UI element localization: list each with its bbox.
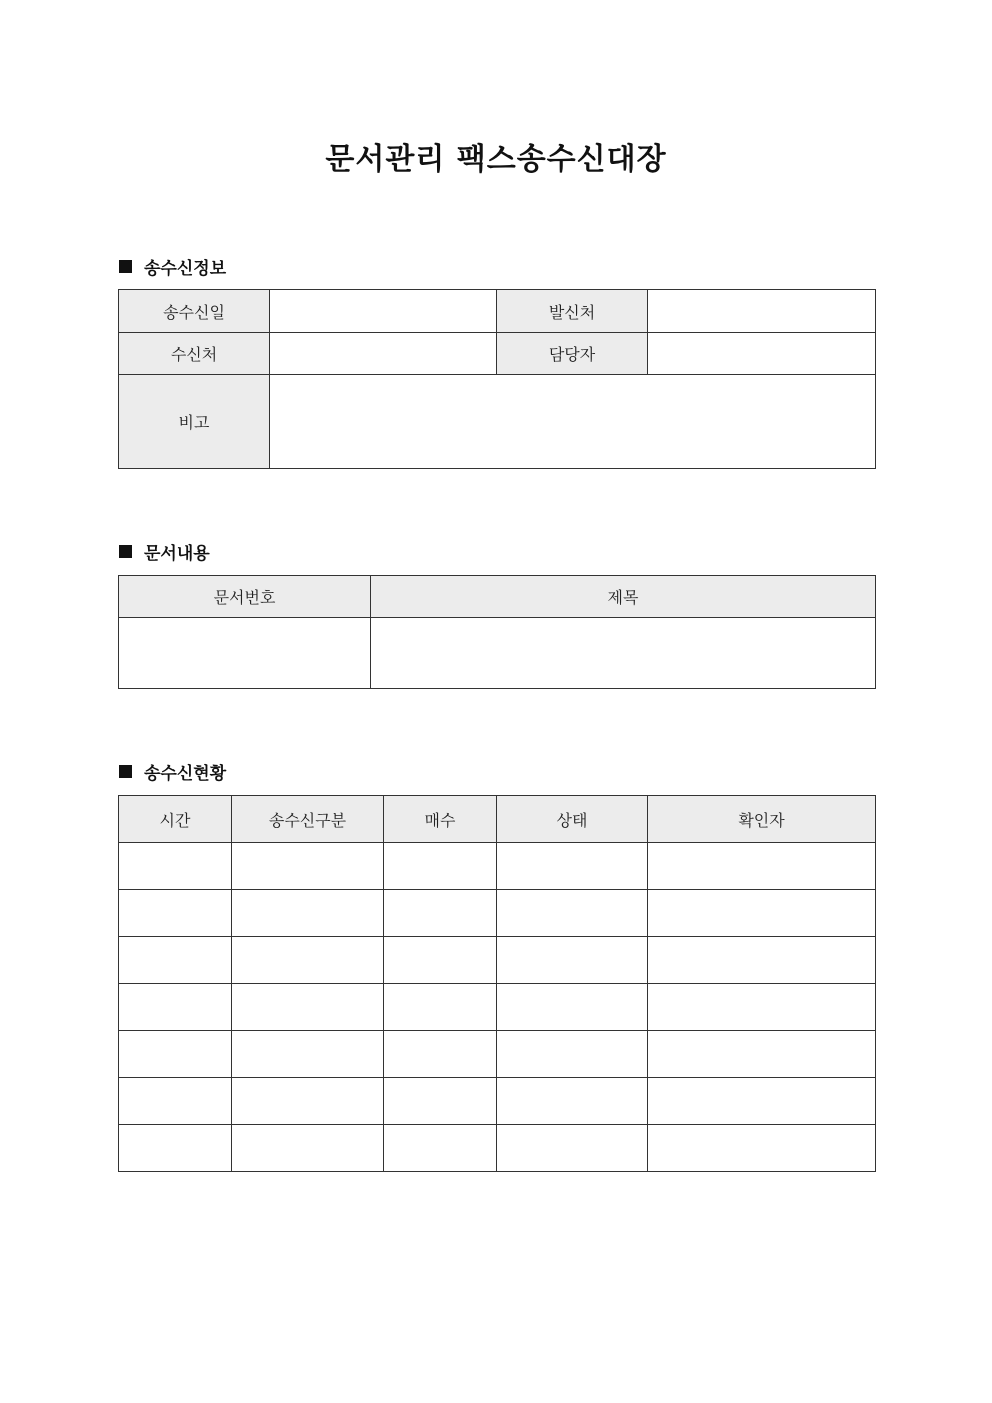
table-row	[119, 843, 876, 890]
confirmer-header: 확인자	[648, 796, 876, 843]
remarks-label: 비고	[119, 375, 270, 469]
time-cell[interactable]	[119, 984, 232, 1031]
pages-cell[interactable]	[384, 890, 497, 937]
doc-number-header: 문서번호	[119, 576, 371, 618]
manager-label: 담당자	[497, 333, 648, 375]
remarks-field[interactable]	[270, 375, 876, 469]
status-table	[118, 795, 876, 1172]
table-row	[119, 1125, 876, 1172]
time-cell[interactable]	[119, 1125, 232, 1172]
table-row	[119, 1078, 876, 1125]
state-cell[interactable]	[497, 1078, 648, 1125]
state-cell[interactable]	[497, 1031, 648, 1078]
table-row	[119, 984, 876, 1031]
state-cell[interactable]	[497, 1125, 648, 1172]
content-header-row	[119, 576, 876, 618]
table-row	[119, 937, 876, 984]
section-heading-label: 송수신정보	[144, 259, 227, 279]
confirmer-cell[interactable]	[648, 1078, 876, 1125]
sender-label: 발신처	[497, 290, 648, 333]
confirmer-cell[interactable]	[648, 1125, 876, 1172]
sender-field[interactable]	[648, 290, 876, 333]
pages-header: 매수	[384, 796, 497, 843]
info-table	[118, 289, 876, 469]
content-row	[119, 618, 876, 689]
info-row	[119, 333, 876, 375]
direction-cell[interactable]	[232, 1078, 384, 1125]
state-cell[interactable]	[497, 890, 648, 937]
time-cell[interactable]	[119, 937, 232, 984]
state-cell[interactable]	[497, 984, 648, 1031]
confirmer-cell[interactable]	[648, 890, 876, 937]
time-cell[interactable]	[119, 890, 232, 937]
square-bullet-icon	[119, 545, 132, 558]
info-row	[119, 290, 876, 333]
direction-cell[interactable]	[232, 937, 384, 984]
date-label: 송수신일	[119, 290, 270, 333]
section-heading-info	[119, 254, 226, 279]
pages-cell[interactable]	[384, 1125, 497, 1172]
direction-cell[interactable]	[232, 843, 384, 890]
section-heading-label: 문서내용	[144, 544, 210, 564]
direction-cell[interactable]	[232, 984, 384, 1031]
pages-cell[interactable]	[384, 1031, 497, 1078]
state-header: 상태	[497, 796, 648, 843]
direction-header: 송수신구분	[232, 796, 384, 843]
time-cell[interactable]	[119, 1078, 232, 1125]
pages-cell[interactable]	[384, 937, 497, 984]
section-heading-status	[119, 759, 226, 784]
section-heading-content	[119, 539, 210, 564]
doc-title-field[interactable]	[371, 618, 876, 689]
section-heading-label: 송수신현황	[144, 764, 227, 784]
status-header-row	[119, 796, 876, 843]
state-cell[interactable]	[497, 843, 648, 890]
info-row	[119, 375, 876, 469]
content-table	[118, 575, 876, 689]
time-cell[interactable]	[119, 843, 232, 890]
pages-cell[interactable]	[384, 843, 497, 890]
state-cell[interactable]	[497, 937, 648, 984]
confirmer-cell[interactable]	[648, 843, 876, 890]
direction-cell[interactable]	[232, 890, 384, 937]
direction-cell[interactable]	[232, 1031, 384, 1078]
receiver-field[interactable]	[270, 333, 497, 375]
doc-number-field[interactable]	[119, 618, 371, 689]
confirmer-cell[interactable]	[648, 1031, 876, 1078]
confirmer-cell[interactable]	[648, 937, 876, 984]
pages-cell[interactable]	[384, 1078, 497, 1125]
confirmer-cell[interactable]	[648, 984, 876, 1031]
page-title: 문서관리 팩스송수신대장	[325, 142, 667, 177]
date-field[interactable]	[270, 290, 497, 333]
time-header: 시간	[119, 796, 232, 843]
direction-cell[interactable]	[232, 1125, 384, 1172]
table-row	[119, 1031, 876, 1078]
time-cell[interactable]	[119, 1031, 232, 1078]
square-bullet-icon	[119, 260, 132, 273]
receiver-label: 수신처	[119, 333, 270, 375]
manager-field[interactable]	[648, 333, 876, 375]
table-row	[119, 890, 876, 937]
square-bullet-icon	[119, 765, 132, 778]
pages-cell[interactable]	[384, 984, 497, 1031]
doc-title-header: 제목	[371, 576, 876, 618]
